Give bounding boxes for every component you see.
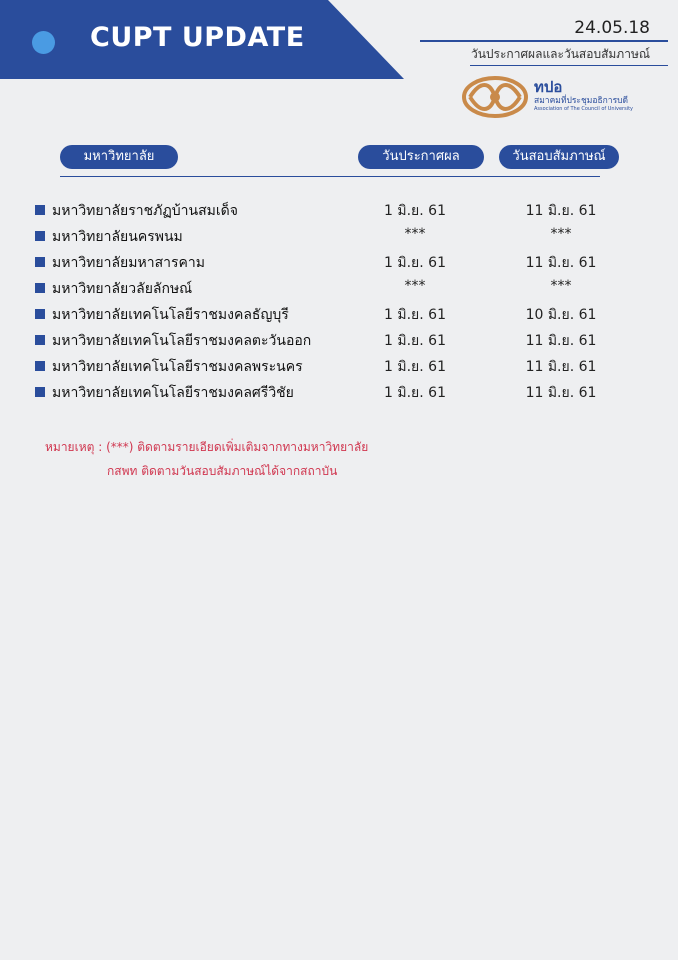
page-subtitle: วันประกาศผลและวันสอบสัมภาษณ์	[470, 47, 650, 61]
university-name: มหาวิทยาลัยเทคโนโลยีราชมงคลธัญบุรี	[52, 307, 289, 323]
university-name: มหาวิทยาลัยเทคโนโลยีราชมงคลพระนคร	[52, 359, 303, 375]
update-date: 24.05.18	[574, 18, 650, 38]
announce-date: ***	[404, 278, 426, 294]
university-name: มหาวิทยาลัยวลัยลักษณ์	[52, 281, 193, 297]
university-list	[35, 198, 655, 406]
square-bullet-icon	[35, 283, 45, 293]
footnote: กสพท ติดตามวันสอบสัมภาษณ์ได้จากสถาบัน	[107, 464, 338, 478]
announce-date: 1 มิ.ย. 61	[384, 385, 446, 401]
circle-dot-icon	[32, 31, 55, 54]
square-bullet-icon	[35, 231, 45, 241]
interview-date: ***	[550, 226, 572, 242]
announce-date: 1 มิ.ย. 61	[384, 203, 446, 219]
divider	[60, 176, 600, 177]
table-row	[35, 250, 655, 276]
square-bullet-icon	[35, 335, 45, 345]
square-bullet-icon	[35, 361, 45, 371]
table-row	[35, 224, 655, 250]
table-row	[35, 302, 655, 328]
logo-english-name: Association of The Council of University	[534, 106, 633, 112]
square-bullet-icon	[35, 205, 45, 215]
university-name: มหาวิทยาลัยราชภัฏบ้านสมเด็จ	[52, 203, 238, 219]
announce-date: 1 มิ.ย. 61	[384, 359, 446, 375]
column-header-university: มหาวิทยาลัย	[60, 145, 178, 169]
cupt-emblem-icon	[462, 75, 528, 119]
page-title: CUPT UPDATE	[90, 22, 305, 53]
table-row	[35, 276, 655, 302]
table-row	[35, 380, 655, 406]
interview-date: 11 มิ.ย. 61	[525, 359, 597, 375]
university-name: มหาวิทยาลัยเทคโนโลยีราชมงคลตะวันออก	[52, 333, 312, 349]
interview-date: 11 มิ.ย. 61	[525, 255, 597, 271]
university-name: มหาวิทยาลัยเทคโนโลยีราชมงคลศรีวิชัย	[52, 385, 294, 401]
interview-date: 10 มิ.ย. 61	[525, 307, 597, 323]
square-bullet-icon	[35, 387, 45, 397]
university-name: มหาวิทยาลัยนครพนม	[52, 229, 183, 245]
interview-date: 11 มิ.ย. 61	[525, 385, 597, 401]
table-row	[35, 198, 655, 224]
footnote: หมายเหตุ : (***) ติดตามรายเอียดเพิ่มเติมจากทางมหาวิทยาลัย	[45, 440, 369, 454]
square-bullet-icon	[35, 257, 45, 267]
divider	[470, 65, 668, 66]
divider	[420, 40, 668, 42]
interview-date: ***	[550, 278, 572, 294]
column-header-announce: วันประกาศผล	[358, 145, 484, 169]
announce-date: ***	[404, 226, 426, 242]
interview-date: 11 มิ.ย. 61	[525, 333, 597, 349]
table-row	[35, 328, 655, 354]
announce-date: 1 มิ.ย. 61	[384, 307, 446, 323]
university-name: มหาวิทยาลัยมหาสารคาม	[52, 255, 205, 271]
logo-thai-name: สมาคมที่ประชุมอธิการบดี	[534, 96, 629, 106]
square-bullet-icon	[35, 309, 45, 319]
table-row	[35, 354, 655, 380]
interview-date: 11 มิ.ย. 61	[525, 203, 597, 219]
announce-date: 1 มิ.ย. 61	[384, 255, 446, 271]
column-header-interview: วันสอบสัมภาษณ์	[499, 145, 619, 169]
logo-name: ทปอ	[534, 78, 563, 96]
announce-date: 1 มิ.ย. 61	[384, 333, 446, 349]
cupt-logo	[462, 75, 642, 120]
